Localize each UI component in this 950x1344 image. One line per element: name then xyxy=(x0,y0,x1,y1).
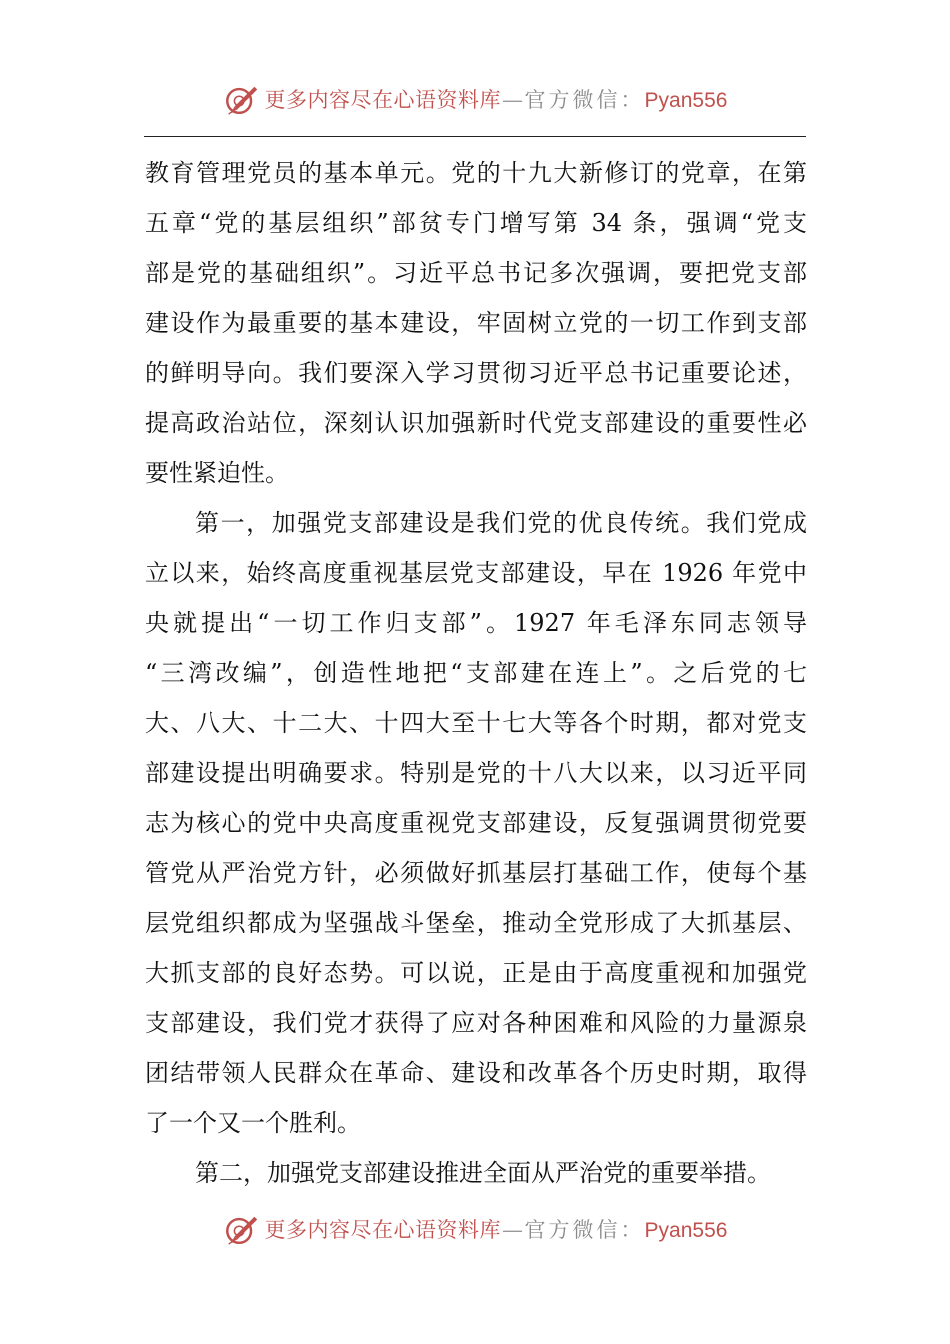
header-divider xyxy=(144,136,806,137)
text-line: “三湾改编”，创造性地把“支部建在连上”。之后党的七 xyxy=(145,659,807,687)
text-line: 管党从严治党方针，必须做好抓基层打基础工作，使每个基 xyxy=(145,859,807,887)
text-line: 立以来，始终高度重视基层党支部建设，早在 1926 年党中 xyxy=(145,559,807,587)
text-line: 五章“党的基层组织”部贫专门增写第 34 条，强调“党支 xyxy=(145,209,807,237)
header-separator: — xyxy=(502,87,524,112)
footer-text xyxy=(264,1217,728,1242)
text-line: 大抓支部的良好态势。可以说，正是由于高度重视和加强党 xyxy=(145,959,807,987)
text-line: 层党组织都成为坚强战斗堡垒，推动全党形成了大抓基层、 xyxy=(145,909,807,937)
paragraph-first-line: 第二，加强党支部建设推进全面从严治党的重要举措。 xyxy=(195,1159,771,1187)
pen-logo-icon xyxy=(223,1211,261,1249)
footer-wechat-id: Pyan556 xyxy=(644,1218,728,1242)
header-official-label: 官方微信： xyxy=(524,87,645,112)
header-brand: 更多内容尽在心语资料库 xyxy=(264,87,502,112)
footer-official-label: 官方微信： xyxy=(524,1217,645,1242)
paragraph-first-line: 第一，加强党支部建设是我们党的优良传统。我们党成 xyxy=(195,509,807,537)
text-line: 大、八大、十二大、十四大至十七大等各个时期，都对党支 xyxy=(145,709,807,737)
header-wechat-id: Pyan556 xyxy=(644,88,728,112)
text-line: 部是党的基础组织”。习近平总书记多次强调，要把党支部 xyxy=(145,259,807,287)
header-text xyxy=(264,87,728,112)
text-line: 建设作为最重要的基本建设，牢固树立党的一切工作到支部 xyxy=(145,309,807,337)
footer-brand: 更多内容尽在心语资料库 xyxy=(264,1217,502,1242)
text-line: 了一个又一个胜利。 xyxy=(145,1109,361,1137)
text-line: 团结带领人民群众在革命、建设和改革各个历史时期，取得 xyxy=(145,1059,807,1087)
document-body xyxy=(145,148,807,1198)
text-line: 要性紧迫性。 xyxy=(145,459,289,487)
text-line: 央就提出“一切工作归支部”。1927 年毛泽东同志领导 xyxy=(145,609,807,637)
text-line: 教育管理党员的基本单元。党的十九大新修订的党章，在第 xyxy=(145,159,807,187)
text-line: 的鲜明导向。我们要深入学习贯彻习近平总书记重要论述， xyxy=(145,359,807,387)
text-line: 提高政治站位，深刻认识加强新时代党支部建设的重要性必 xyxy=(145,409,807,437)
text-line: 支部建设，我们党才获得了应对各种困难和风险的力量源泉 xyxy=(145,1009,807,1037)
header-banner xyxy=(0,78,950,122)
text-line: 志为核心的党中央高度重视党支部建设，反复强调贯彻党要 xyxy=(145,809,807,837)
text-line: 部建设提出明确要求。特别是党的十八大以来，以习近平同 xyxy=(145,759,807,787)
footer-separator: — xyxy=(502,1217,524,1242)
footer-banner xyxy=(0,1208,950,1252)
pen-logo-icon xyxy=(223,81,261,119)
